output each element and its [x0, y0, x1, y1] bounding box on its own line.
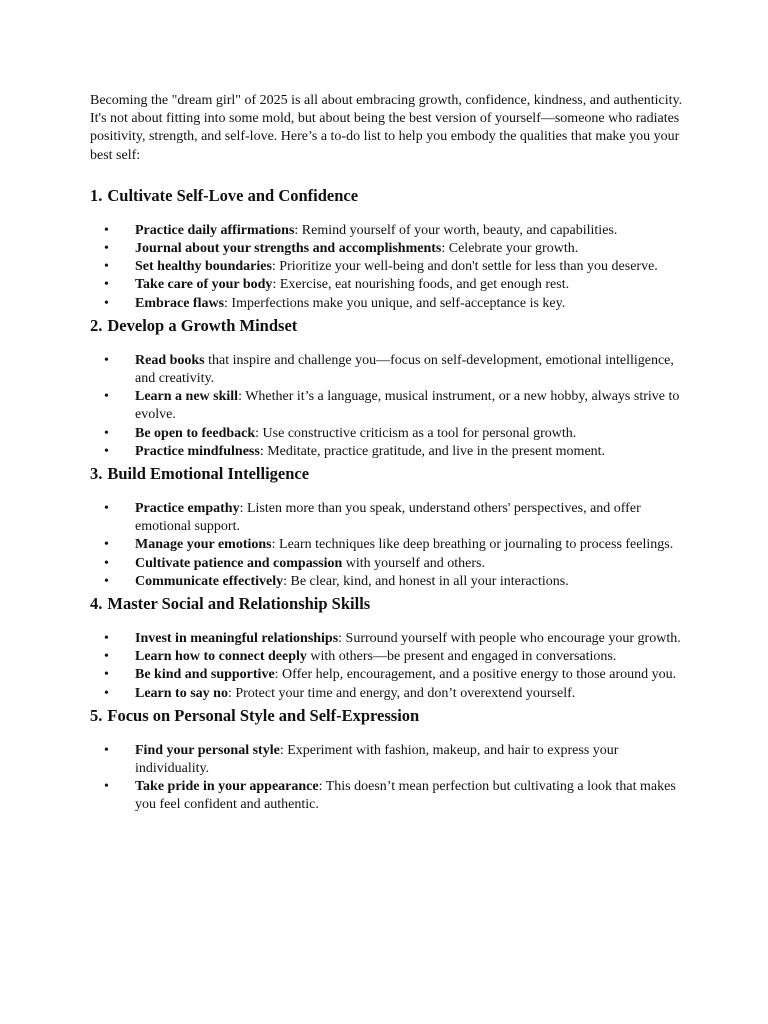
- item-description: : Imperfections make you unique, and self-acceptance is key.: [224, 295, 566, 311]
- bullet-icon: •: [104, 222, 109, 238]
- item-description: : Protect your time and energy, and don’t overextend yourself.: [227, 685, 576, 701]
- list-item: [104, 222, 690, 240]
- item-bold-phrase: Journal about your strengths and accomplishments: [135, 241, 442, 257]
- bullet-icon: •: [104, 352, 109, 368]
- list-item: [104, 240, 690, 258]
- bullet-icon: •: [104, 667, 109, 683]
- list-item: [104, 685, 690, 703]
- bullet-icon: •: [104, 555, 109, 571]
- item-description: : Surround yourself with people who encourage your growth.: [338, 631, 681, 647]
- item-description: : Offer help, encouragement, and a positive energy to those around you.: [274, 667, 677, 683]
- item-description: : Whether it’s a language, musical instrument, or a new hobby, always strive to evolve.: [135, 389, 680, 423]
- section-heading: [90, 463, 690, 485]
- bullet-icon: •: [104, 425, 109, 441]
- item-bold-phrase: Manage your emotions: [135, 537, 272, 553]
- list-item: [104, 443, 690, 461]
- bullet-icon: •: [104, 631, 109, 647]
- item-description: : Use constructive criticism as a tool for personal growth.: [255, 425, 577, 441]
- section-number: 1.: [90, 185, 103, 205]
- section-4: [90, 593, 690, 703]
- item-bold-phrase: Communicate effectively: [135, 573, 284, 589]
- bullet-icon: •: [104, 277, 109, 293]
- section-1: [90, 185, 690, 313]
- bullet-icon: •: [104, 779, 109, 795]
- section-3: [90, 463, 690, 591]
- list-item: [104, 778, 690, 814]
- bullet-icon: •: [104, 295, 109, 311]
- todo-list: [90, 630, 690, 703]
- item-description: : Prioritize your well-being and don't settle for less than you deserve.: [271, 259, 658, 275]
- item-bold-phrase: Cultivate patience and compassion: [135, 555, 343, 571]
- document-page: [90, 92, 690, 815]
- list-item: [104, 573, 690, 591]
- item-description: : Celebrate your growth.: [441, 241, 579, 257]
- section-title-text: Focus on Personal Style and Self-Expression: [107, 705, 420, 725]
- bullet-icon: •: [104, 501, 109, 517]
- item-bold-phrase: Invest in meaningful relationships: [135, 631, 339, 647]
- section-title-text: Cultivate Self-Love and Confidence: [107, 185, 359, 205]
- item-bold-phrase: Read books: [135, 352, 205, 368]
- list-item: [104, 276, 690, 294]
- item-description: : Meditate, practice gratitude, and live in the present moment.: [259, 443, 606, 459]
- list-item: [104, 500, 690, 536]
- intro-paragraph: Becoming the "dream girl" of 2025 is all about embracing growth, confidence, kindness, and authenticity. It's not about fitting into some mold, but about being the best version of yourself—someone who radiates positivity, strength, and self-love. Here’s a to-do list to help you embody the qualities that make you your best self:: [90, 93, 683, 163]
- bullet-icon: •: [104, 443, 109, 459]
- bullet-icon: •: [104, 649, 109, 665]
- bullet-icon: •: [104, 241, 109, 257]
- list-item: [104, 352, 690, 388]
- section-2: [90, 315, 690, 461]
- item-bold-phrase: Learn to say no: [135, 685, 228, 701]
- item-bold-phrase: Find your personal style: [135, 742, 280, 758]
- list-item: [104, 388, 690, 424]
- list-item: [104, 295, 690, 313]
- section-heading: [90, 315, 690, 337]
- item-bold-phrase: Practice mindfulness: [135, 443, 260, 459]
- list-item: [104, 536, 690, 554]
- item-bold-phrase: Learn how to connect deeply: [135, 649, 307, 665]
- bullet-icon: •: [104, 742, 109, 758]
- section-number: 3.: [90, 464, 103, 484]
- list-item: [104, 555, 690, 573]
- item-description: : Experiment with fashion, makeup, and hair to express your individuality.: [135, 742, 619, 777]
- list-item: [104, 666, 690, 684]
- list-item: [104, 648, 690, 666]
- bullet-icon: •: [104, 685, 109, 701]
- item-bold-phrase: Take pride in your appearance: [135, 779, 319, 795]
- item-description: : Exercise, eat nourishing foods, and get enough rest.: [272, 277, 570, 293]
- item-bold-phrase: Be open to feedback: [135, 425, 256, 441]
- todo-list: [90, 222, 690, 313]
- bullet-icon: •: [104, 259, 109, 275]
- todo-list: [90, 500, 690, 591]
- bullet-icon: •: [104, 389, 109, 405]
- list-item: [104, 425, 690, 443]
- section-heading: [90, 705, 690, 727]
- list-item: [104, 630, 690, 648]
- section-title-text: Build Emotional Intelligence: [107, 464, 310, 484]
- item-description: with others—be present and engaged in conversations.: [306, 649, 617, 665]
- item-description: that inspire and challenge you—focus on self-development, emotional intelligence, and creativity.: [135, 352, 674, 387]
- bullet-icon: •: [104, 537, 109, 553]
- item-bold-phrase: Take care of your body: [135, 277, 273, 293]
- item-description: : Remind yourself of your worth, beauty, and capabilities.: [294, 222, 618, 238]
- item-description: : Listen more than you speak, understand others' perspectives, and offer emotional support.: [135, 501, 641, 535]
- item-bold-phrase: Learn a new skill: [135, 389, 239, 405]
- item-description: : Learn techniques like deep breathing or journaling to process feelings.: [271, 537, 674, 553]
- item-description: : This doesn’t mean perfection but cultivating a look that makes you feel confident and authentic.: [135, 779, 676, 813]
- section-5: [90, 705, 690, 815]
- bullet-icon: •: [104, 573, 109, 589]
- section-heading: [90, 593, 690, 615]
- item-bold-phrase: Be kind and supportive: [135, 667, 275, 683]
- item-description: with yourself and others.: [342, 555, 485, 571]
- todo-list: [90, 742, 690, 815]
- todo-list: [90, 352, 690, 461]
- section-number: 5.: [90, 705, 103, 725]
- item-bold-phrase: Set healthy boundaries: [135, 259, 272, 275]
- item-bold-phrase: Practice empathy: [135, 501, 240, 517]
- sections-container: [90, 185, 690, 815]
- item-bold-phrase: Embrace flaws: [135, 295, 225, 311]
- item-description: : Be clear, kind, and honest in all your interactions.: [283, 573, 569, 589]
- item-bold-phrase: Practice daily affirmations: [135, 222, 295, 238]
- section-number: 4.: [90, 594, 103, 614]
- list-item: [104, 258, 690, 276]
- section-heading: [90, 185, 690, 207]
- list-item: [104, 742, 690, 778]
- section-title-text: Develop a Growth Mindset: [107, 315, 298, 335]
- section-title-text: Master Social and Relationship Skills: [107, 594, 371, 614]
- section-number: 2.: [90, 315, 103, 335]
